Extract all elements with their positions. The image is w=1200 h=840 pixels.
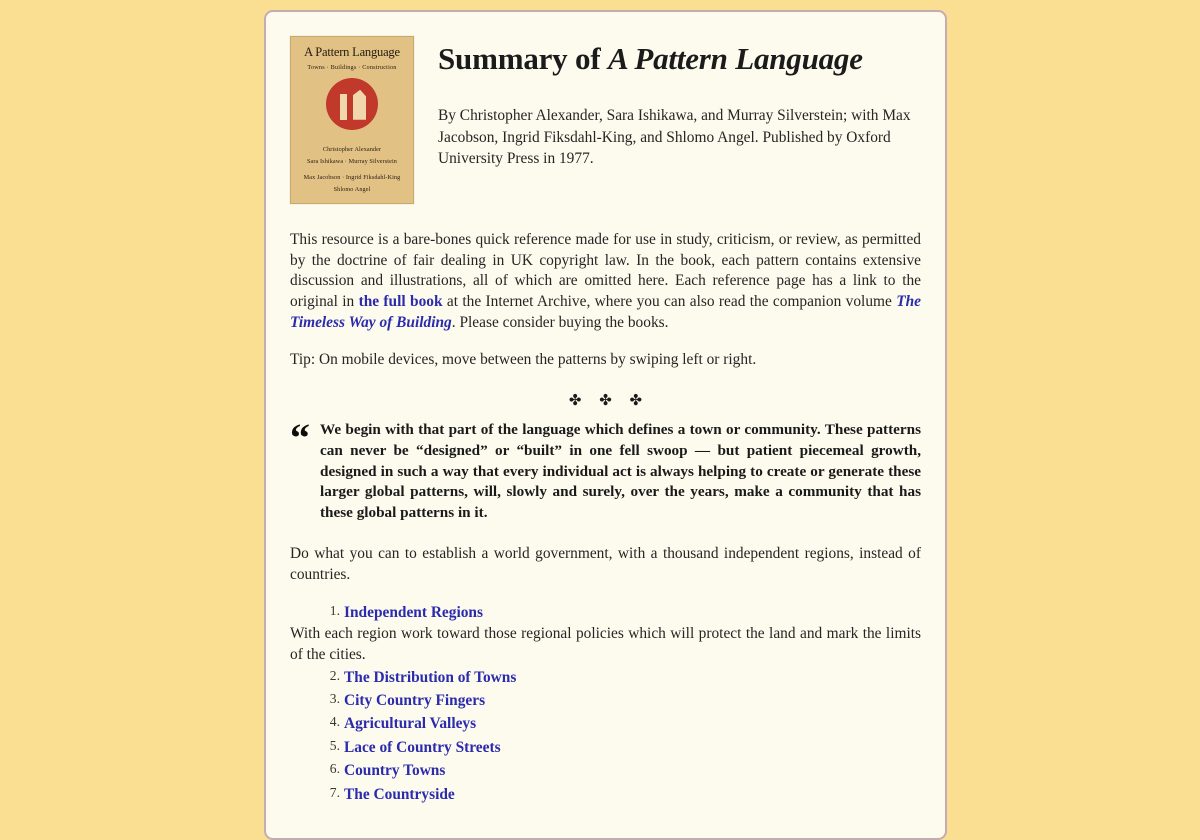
pattern-number: 3. <box>329 690 340 706</box>
cover-author-line-3: Max Jacobson · Ingrid Fiksdahl-King <box>303 174 401 182</box>
list-item[interactable] <box>329 736 921 759</box>
pattern-link-lace-of-country-streets[interactable]: Lace of Country Streets <box>344 738 501 756</box>
byline: By Christopher Alexander, Sara Ishikawa, and Murray Silverstein; with Max Jacobson, Ingrid Fiksdahl-King, and Shlomo Angel. Published by Oxford University Press in 1977. <box>438 106 911 168</box>
pattern-link-country-towns[interactable]: Country Towns <box>344 762 446 780</box>
cover-author-line-1: Christopher Alexander <box>322 146 382 154</box>
cover-emblem-icon <box>326 78 378 130</box>
list-item[interactable] <box>329 759 921 782</box>
document-page <box>264 10 947 840</box>
quote-mark-icon: “ <box>290 415 310 461</box>
quote-text: We begin with that part of the language which defines a town or community. These patterns can never be “designed” or “built” in one fell swoop — but patient piecemeal growth, designed in such a way that every individual act is always helping to create or generate these larger global patterns, will, slowly and surely, over the years, make a community that has these global patterns in it. <box>320 421 921 521</box>
section-lead-2: With each region work toward those regional policies which will protect the land and mark the limits of the cities. <box>290 625 921 663</box>
pattern-link-independent-regions[interactable]: Independent Regions <box>344 603 483 621</box>
pattern-link-the-distribution-of-towns[interactable]: The Distribution of Towns <box>344 668 517 686</box>
full-book-link[interactable]: the full book <box>358 293 443 311</box>
header-text-block <box>438 36 921 170</box>
pattern-number: 4. <box>329 714 340 730</box>
intro-text-part-3: . Please consider buying the books. <box>451 313 669 331</box>
pattern-number: 1. <box>329 602 340 618</box>
list-item[interactable] <box>329 712 921 735</box>
list-item[interactable] <box>329 666 921 689</box>
intro-text-part-2: at the Internet Archive, where you can also read the companion volume <box>442 293 897 311</box>
intro-paragraph <box>290 230 921 334</box>
pull-quote <box>290 415 921 523</box>
pattern-link-the-countryside[interactable]: The Countryside <box>344 785 455 803</box>
page-content <box>266 12 945 806</box>
document-body <box>290 230 921 806</box>
pattern-list-2 <box>290 666 921 806</box>
cover-title: A Pattern Language <box>304 45 400 59</box>
cover-author-line-4: Shlomo Angel <box>333 185 371 193</box>
ornament-divider: ✤ ✤ ✤ <box>568 393 650 410</box>
page-title-prefix: Summary of <box>438 41 609 76</box>
list-item[interactable] <box>329 783 921 806</box>
cover-author-line-2: Sara Ishikawa · Murray Silverstein <box>306 157 397 165</box>
book-cover-image <box>290 36 414 204</box>
pattern-number: 2. <box>329 667 340 683</box>
list-item[interactable] <box>329 601 921 624</box>
pattern-list-1 <box>290 601 921 624</box>
page-title-work: A Pattern Language <box>608 41 863 76</box>
tip-paragraph: Tip: On mobile devices, move between the patterns by swiping left or right. <box>290 350 757 368</box>
intro-text-part-1: This resource is a bare-bones quick reference made for use in study, criticism, or review, as permitted by the doctrine of fair dealing in UK copyright law. In the book, each pattern contains extensive discussion and illustrations, all of which are omitted here. Each reference page has a link to the original in <box>290 231 921 311</box>
pattern-number: 7. <box>329 784 340 800</box>
timeless-way-link[interactable]: The Timeless Way of Building <box>290 293 921 331</box>
pattern-number: 6. <box>329 761 340 777</box>
document-header <box>290 36 921 204</box>
cover-subtitle: Towns · Buildings · Construction <box>307 63 397 71</box>
pattern-number: 5. <box>329 737 340 753</box>
page-title <box>438 42 921 77</box>
pattern-link-city-country-fingers[interactable]: City Country Fingers <box>344 691 486 709</box>
pattern-link-agricultural-valleys[interactable]: Agricultural Valleys <box>344 715 477 733</box>
list-item[interactable] <box>329 689 921 712</box>
section-lead-1: Do what you can to establish a world government, with a thousand independent regions, instead of countries. <box>290 545 921 583</box>
cover-authors <box>291 144 413 195</box>
